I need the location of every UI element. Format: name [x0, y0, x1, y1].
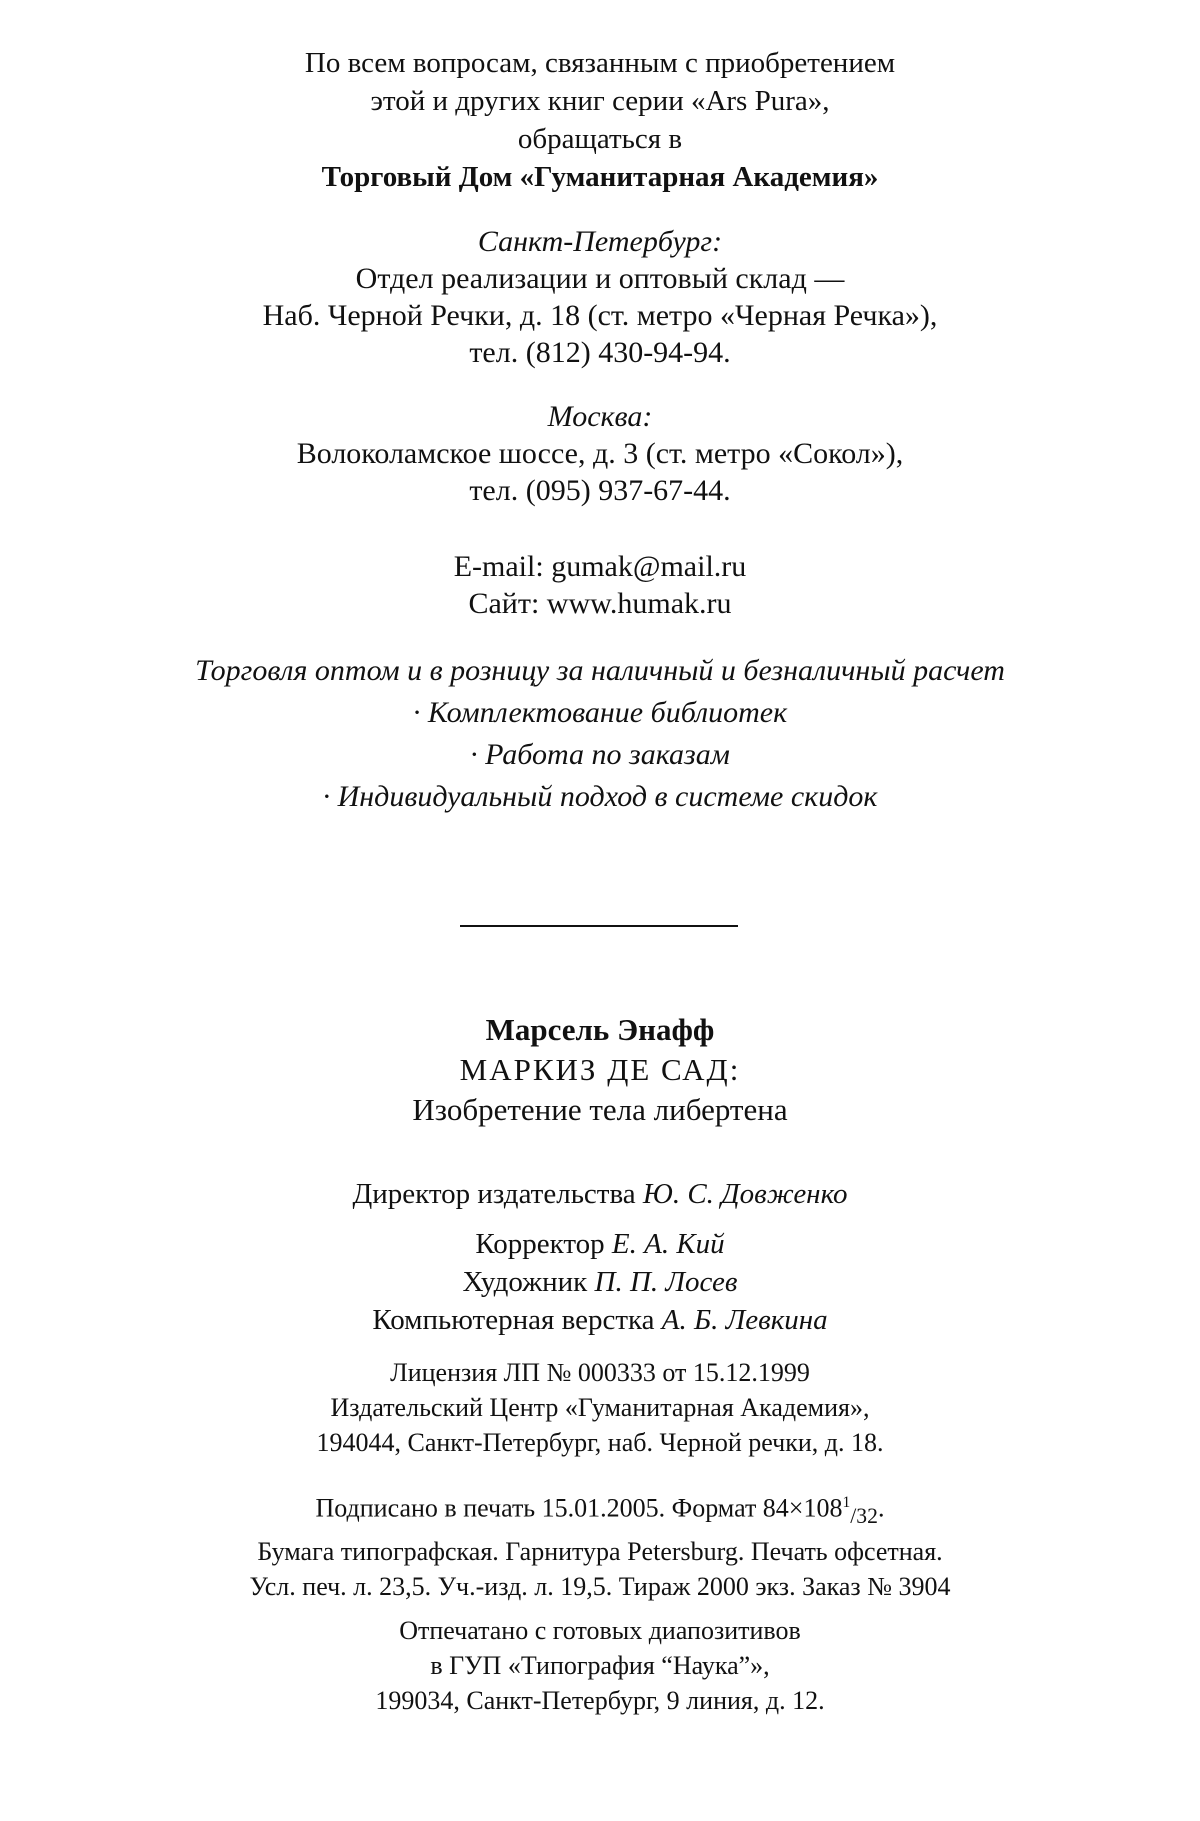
distributor-intro-line-1: По всем вопросам, связанным с приобретением: [304, 47, 896, 79]
trade-line-4: · Индивидуальный подход в системе скидок: [322, 780, 878, 813]
moscow-city: Москва:: [547, 400, 653, 433]
license-line-1: Лицензия ЛП № 000333 от 15.12.1999: [390, 1358, 810, 1387]
book-title: МАРКИЗ ДЕ САД:: [459, 1052, 741, 1087]
artist-credit: [0, 1263, 1200, 1301]
spb-address: [0, 223, 1200, 371]
site-text: Сайт: www.humak.ru: [468, 587, 732, 620]
spb-city: Санкт-Петербург:: [477, 225, 723, 258]
staff-credits: [0, 1175, 1200, 1339]
layout-credit: [0, 1301, 1200, 1339]
spb-line-2: Наб. Черной Речки, д. 18 (ст. метро «Черная Речка»),: [262, 299, 938, 332]
layout-label: Компьютерная верстка: [372, 1304, 655, 1336]
corrector-label: Корректор: [475, 1228, 605, 1260]
format-fraction-denominator: /32: [850, 1503, 878, 1528]
distributor-name: Торговый Дом «Гуманитарная Академия»: [321, 161, 879, 193]
director-label: Директор издательства: [352, 1178, 636, 1210]
layout-name: А. Б. Левкина: [661, 1304, 828, 1336]
section-divider: [460, 925, 738, 927]
book-author: Марсель Энафф: [485, 1012, 715, 1047]
format-fraction-numerator: 1: [842, 1494, 851, 1511]
trade-line-1: Торговля оптом и в розницу за наличный и безналичный расчет: [195, 654, 1005, 687]
director-credit: [0, 1175, 1200, 1213]
email-text: E-mail: gumak@mail.ru: [453, 550, 747, 583]
spb-line-1: Отдел реализации и оптовый склад —: [355, 262, 845, 295]
printing-line-1: [0, 1485, 1200, 1534]
trade-info: [0, 650, 1200, 818]
license-info: [0, 1355, 1200, 1460]
printing-info: [0, 1485, 1200, 1604]
printing-line-2: Бумага типографская. Гарнитура Petersburg. Печать офсетная.: [257, 1536, 943, 1566]
typography-info: [0, 1613, 1200, 1718]
license-line-3: 194044, Санкт-Петербург, наб. Черной речки, д. 18.: [316, 1428, 884, 1457]
book-info: [0, 1010, 1200, 1130]
typography-line-3: 199034, Санкт-Петербург, 9 линия, д. 12.: [375, 1686, 825, 1715]
printing-line-3: Усл. печ. л. 23,5. Уч.-изд. л. 19,5. Тираж 2000 экз. Заказ № 3904: [249, 1571, 951, 1601]
typography-line-2: в ГУП «Типография “Наука”»,: [430, 1651, 770, 1680]
book-subtitle: Изобретение тела либертена: [412, 1092, 788, 1127]
printing-line-1-text: Подписано в печать 15.01.2005. Формат 84×108: [315, 1493, 843, 1523]
spb-phone: тел. (812) 430-94-94.: [469, 336, 731, 369]
artist-label: Художник: [462, 1266, 588, 1298]
typography-line-1: Отпечатано с готовых диапозитивов: [399, 1616, 801, 1645]
trade-line-3: · Работа по заказам: [470, 738, 730, 771]
moscow-address: [0, 398, 1200, 509]
distributor-intro-line-3: обращаться в: [517, 123, 683, 155]
moscow-phone: тел. (095) 937-67-44.: [469, 474, 731, 507]
moscow-line-1: Волоколамское шоссе, д. 3 (ст. метро «Сокол»),: [296, 437, 904, 470]
distributor-intro-line-2: этой и других книг серии «Ars Pura»,: [370, 85, 830, 117]
printing-line-1-end: .: [877, 1493, 885, 1523]
contacts: [0, 548, 1200, 622]
distributor-info: [0, 44, 1200, 196]
trade-line-2: · Комплектование библиотек: [412, 696, 788, 729]
license-line-2: Издательский Центр «Гуманитарная Академия»,: [330, 1393, 870, 1422]
director-name: Ю. С. Довженко: [642, 1178, 848, 1210]
corrector-name: Е. А. Кий: [611, 1228, 725, 1260]
corrector-credit: [0, 1225, 1200, 1263]
artist-name: П. П. Лосев: [594, 1266, 738, 1298]
